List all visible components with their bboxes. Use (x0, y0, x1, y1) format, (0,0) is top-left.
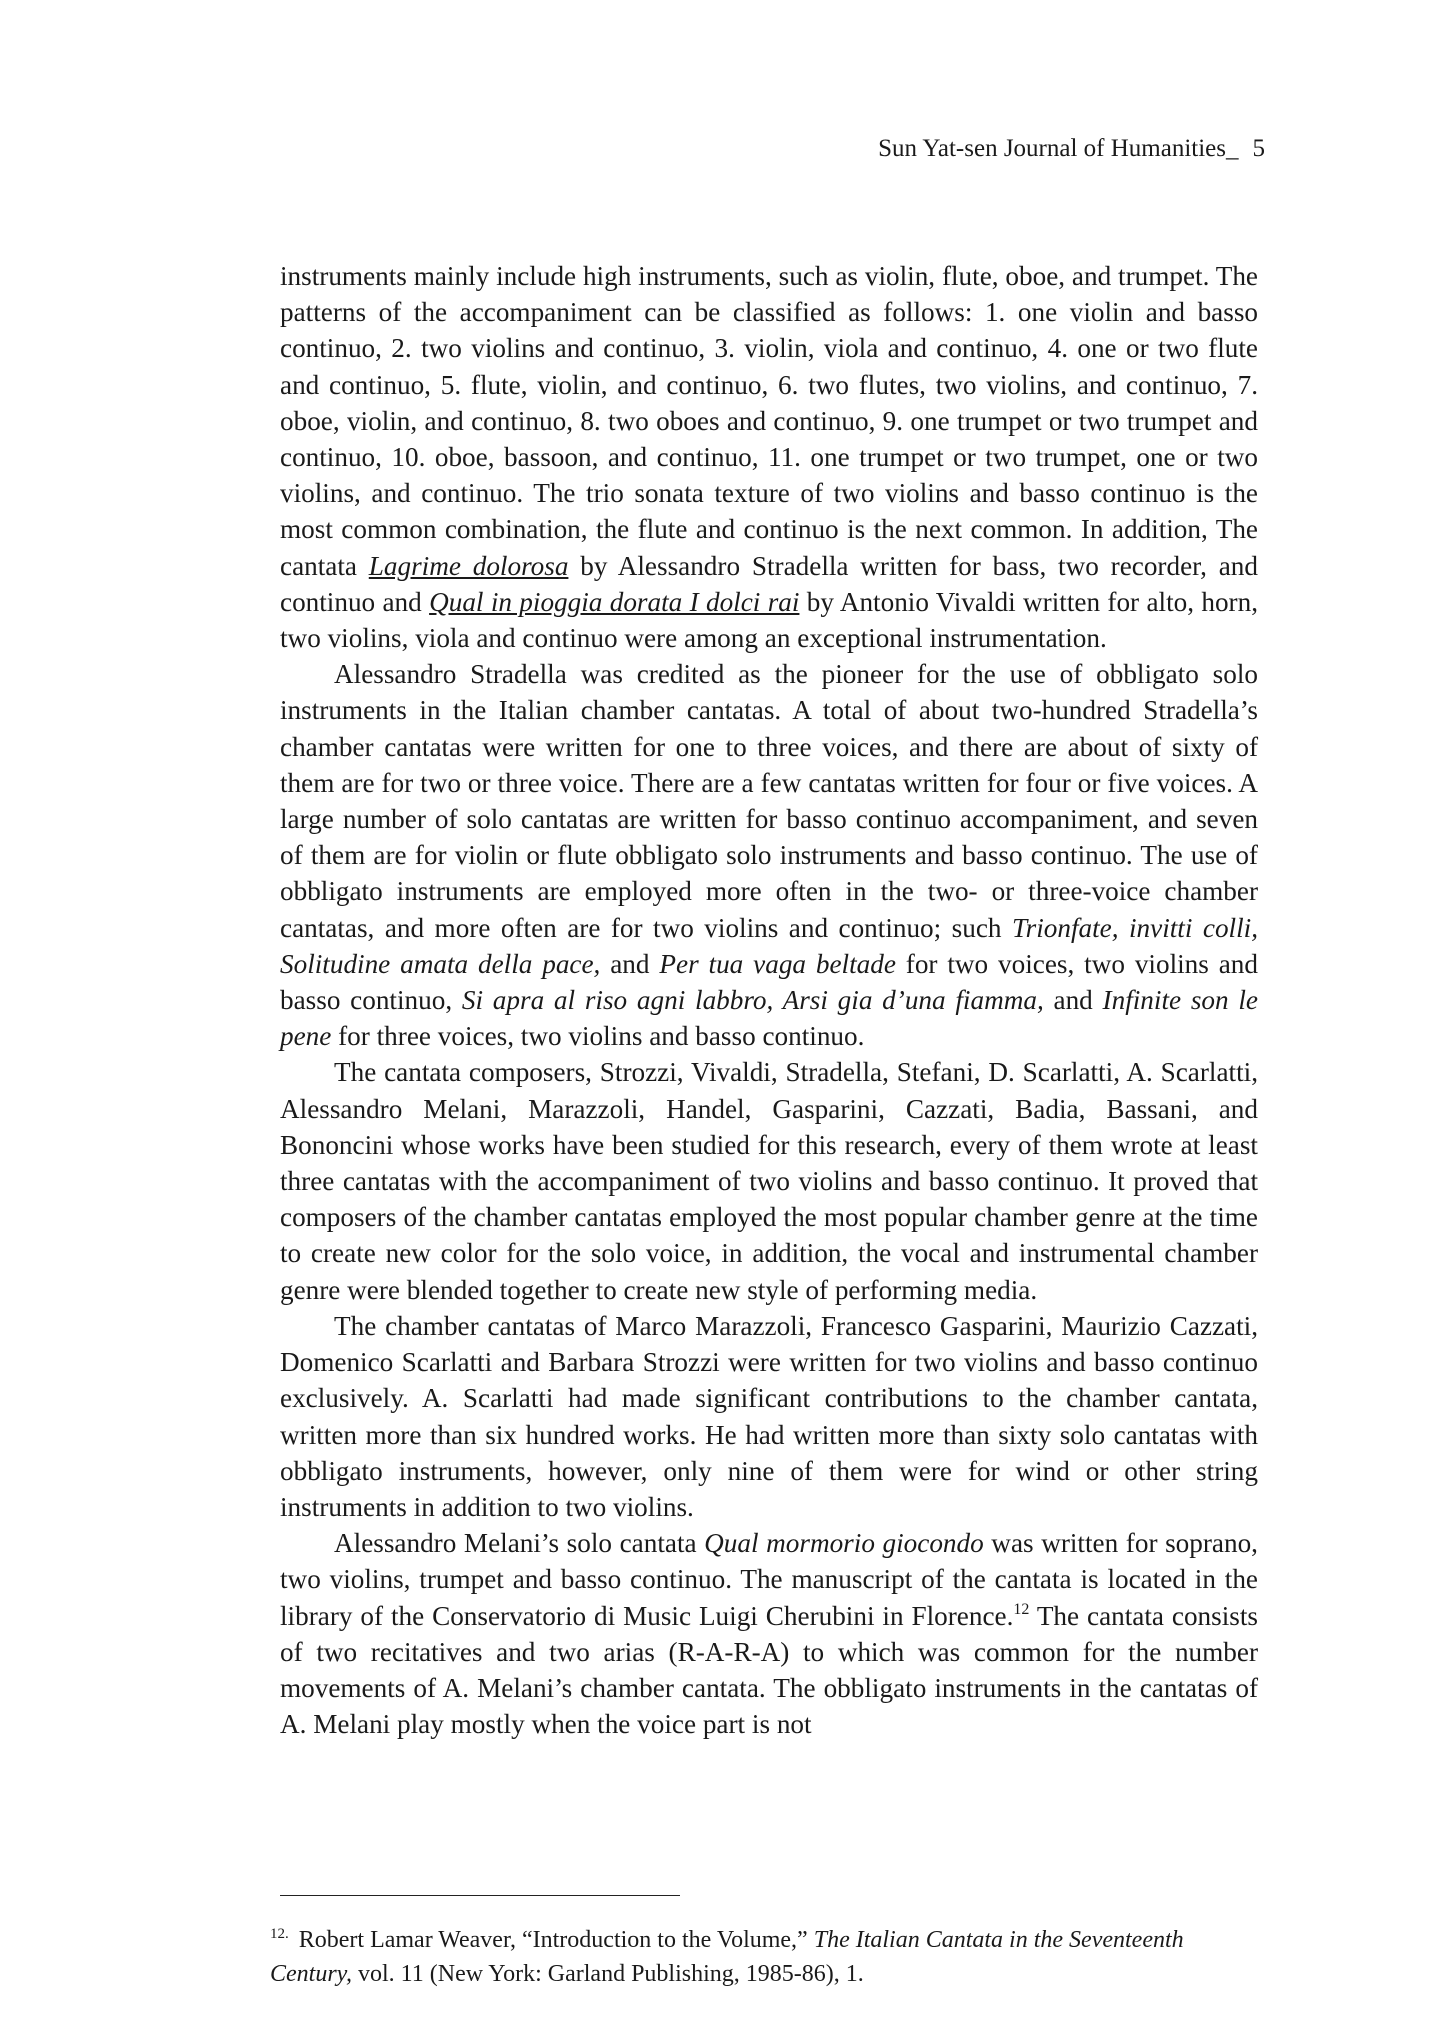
paragraph (280, 1525, 1258, 1742)
work-title: Per tua vaga beltade (659, 948, 896, 979)
work-title: Qual mormorio giocondo (704, 1528, 984, 1559)
paragraph (280, 1054, 1258, 1307)
text-run: Alessandro Melani’s solo cantata (334, 1528, 705, 1559)
text-run: The cantata composers, Strozzi, Vivaldi, Stradella, Stefani, D. Scarlatti, A. Scarlatti, Alessandro Melani, Marazzoli, Handel, Gasparini, Cazzati, Badia, Bassani, and Bononcini whose works have been studied for this research, every of them wrote at least three cantatas with the accompaniment of two violins and basso continuo. It proved that composers of the chamber cantatas employed the most popular chamber genre at the time to create new color for the solo voice, in addition, the vocal and instrumental chamber genre were blended together to create new style of performing media. (280, 1057, 1258, 1305)
footnote-marker: 12. (270, 1926, 289, 1942)
page-number: 5 (1252, 135, 1265, 162)
paragraph (280, 1308, 1258, 1525)
paragraph (280, 258, 1258, 656)
article-body (280, 258, 1258, 1742)
text-run: for two voices, two violins and basso continuo, (280, 948, 1258, 1016)
text-run: and (600, 948, 660, 979)
text-run: Alessandro Stradella was credited as the pioneer for the use of obbligato solo instruments in the Italian chamber cantatas. A total of about two-hundred Stradella’s chamber cantatas were written for one to three voices, and there are about of sixty of them are for two or three voice. There are a few cantatas written for four or five voices. A large number of solo cantatas are written for basso continuo accompaniment, and seven of them are for violin or flute obbligato solo instruments and basso continuo. The use of obbligato instruments are employed more often in the two- or three-voice chamber cantatas, and more often are for two violins and continuo; such (280, 659, 1258, 943)
footnote-reference: 12 (1013, 1600, 1030, 1618)
text-run: by Antonio Vivaldi written for alto, horn, two violins, viola and continuo were among an exceptional instrumentation. (280, 586, 1258, 654)
footnote-author: Robert Lamar Weaver, “Introduction to the Volume,” (298, 1927, 808, 1953)
text-run: The chamber cantatas of Marco Marazzoli, Francesco Gasparini, Maurizio Cazzati, Domenico Scarlatti and Barbara Strozzi were written for two violins and basso continuo exclusively. A. Scarlatti had made significant contributions to the chamber cantata, written more than six hundred works. He had written more than sixty solo cantatas with obbligato instruments, however, only nine of them were for wind or other string instruments in addition to two violins. (280, 1310, 1258, 1522)
footnote-divider (280, 1895, 680, 1896)
work-title: Qual in pioggia dorata I dolci rai (429, 586, 800, 617)
footnote-publication: vol. 11 (New York: Garland Publishing, 1985-86), 1. (358, 1961, 864, 1987)
work-title: Infinite son le pene (280, 985, 1258, 1052)
paragraph (280, 656, 1258, 1054)
text-run: by Alessandro Stradella written for bass, two recorder, and continuo and (280, 550, 1258, 617)
text-run: instruments mainly include high instruments, such as violin, flute, oboe, and trumpet. The patterns of the accompaniment can be classified as follows: 1. one violin and basso continuo, 2. two violins and continuo, 3. violin, viola and continuo, 4. one or two flute and continuo, 5. flute, violin, and continuo, 6. two flutes, two violins, and continuo, 7. oboe, violin, and continuo, 8. two oboes and continuo, 9. one trumpet or two trumpet and continuo, 10. oboe, bassoon, and continuo, 11. one trumpet or two trumpet, one or two violins, and continuo. The trio sonata texture of two violins and basso continuo is the most common combination, the flute and continuo is the next common. In addition, The cantata (280, 261, 1258, 581)
text-run: The cantata consists of two recitatives and two arias (R-A-R-A) to which was common for the number movements of A. Melani’s chamber cantata. The obbligato instruments in the cantatas of A. Melani play mostly when the voice part is not (280, 1600, 1258, 1740)
journal-title: Sun Yat-sen Journal of Humanities_ (878, 135, 1239, 162)
footnote-book-title: The Italian Cantata in the Seventeenth Century, (270, 1927, 1184, 1987)
footnote-12 (270, 1917, 1260, 1991)
text-run: was written for soprano, two violins, trumpet and basso continuo. The manuscript of the cantata is located in the library of the Conservatorio di Music Luigi Cherubini in Florence. (280, 1528, 1258, 1631)
running-header (878, 134, 1265, 164)
work-title: Trionfate, invitti colli, Solitudine amata della pace, (280, 912, 1258, 979)
text-run: and (1043, 985, 1103, 1016)
work-title: Si apra al riso agni labbro, Arsi gia d’una fiamma, (461, 985, 1044, 1016)
work-title: Lagrime dolorosa (368, 550, 569, 581)
text-run: for three voices, two violins and basso continuo. (331, 1021, 865, 1052)
